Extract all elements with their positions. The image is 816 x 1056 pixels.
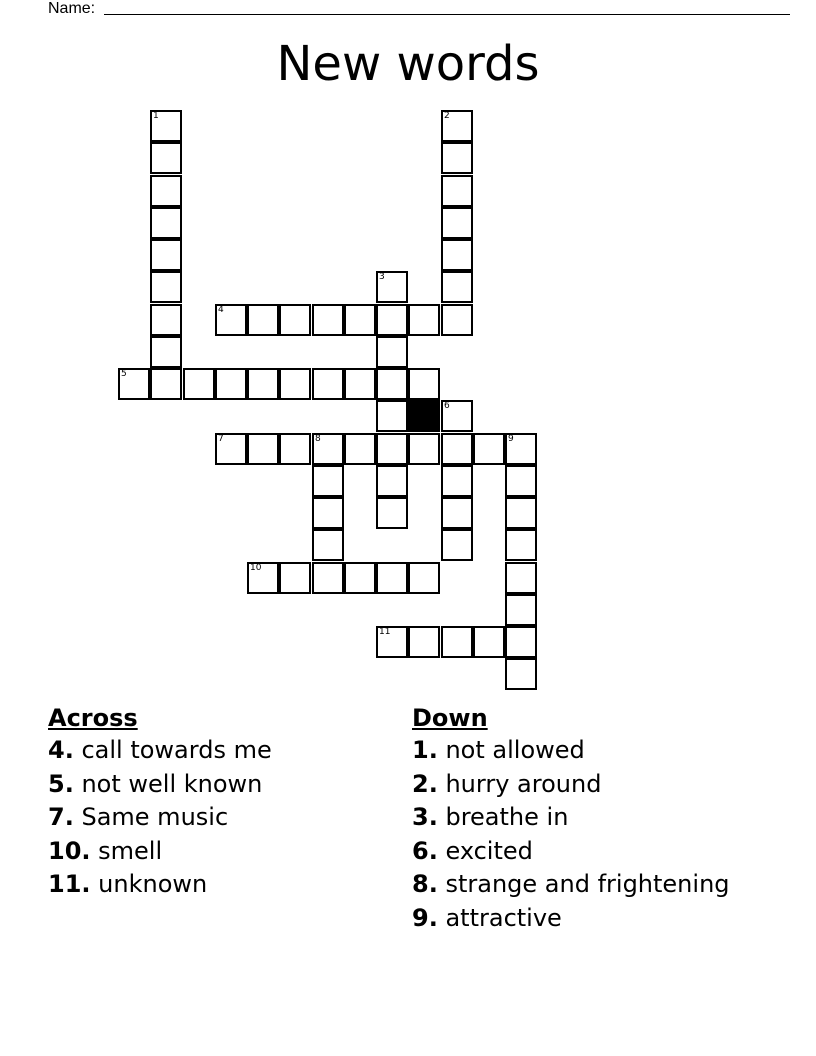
crossword-cell[interactable] (312, 529, 344, 561)
down-clue (412, 768, 792, 802)
across-clue (48, 835, 378, 869)
across-clues (48, 702, 378, 902)
page-title: New words (276, 36, 540, 92)
crossword-cell[interactable] (279, 368, 311, 400)
crossword-cell[interactable] (312, 304, 344, 336)
crossword-cell[interactable] (408, 304, 440, 336)
crossword-cell[interactable] (376, 497, 408, 529)
crossword-cell[interactable] (505, 433, 537, 465)
clue-number: 6. (412, 836, 438, 865)
clue-number: 11. (48, 870, 91, 898)
crossword-cell[interactable] (441, 110, 473, 142)
crossword-cell[interactable] (441, 433, 473, 465)
clue-text: unknown (98, 870, 208, 898)
crossword-cell[interactable] (376, 368, 408, 400)
crossword-cell[interactable] (376, 626, 408, 658)
clue-number: 2. (412, 769, 438, 798)
crossword-cell[interactable] (150, 142, 182, 174)
crossword-cell[interactable] (473, 626, 505, 658)
crossword-cell[interactable] (150, 110, 182, 142)
clue-number-label: 9 (508, 434, 514, 444)
crossword-cell[interactable] (505, 465, 537, 497)
crossword-cell[interactable] (279, 433, 311, 465)
crossword-cell[interactable] (441, 400, 473, 432)
clue-number-label: 8 (315, 434, 321, 444)
across-clue (48, 868, 378, 902)
clue-number-label: 10 (250, 563, 262, 573)
clue-number: 4. (48, 736, 74, 764)
across-clue (48, 801, 378, 835)
crossword-cell[interactable] (505, 497, 537, 529)
clue-text: smell (98, 836, 163, 865)
name-label: Name: (48, 0, 96, 17)
crossword-cell[interactable] (247, 368, 279, 400)
across-clue (48, 734, 378, 768)
crossword-cell[interactable] (441, 626, 473, 658)
clue-number-label: 3 (379, 272, 385, 282)
crossword-cell[interactable] (408, 368, 440, 400)
clue-number-label: 2 (444, 111, 450, 121)
down-clues (412, 702, 792, 935)
clue-number-label: 6 (444, 401, 450, 411)
down-clue (412, 734, 792, 768)
clue-text: Same music (81, 803, 229, 831)
crossword-cell[interactable] (344, 368, 376, 400)
crossword-cell[interactable] (344, 433, 376, 465)
clue-text: not well known (81, 769, 263, 798)
crossword-cell[interactable] (441, 497, 473, 529)
crossword-cell[interactable] (312, 368, 344, 400)
clue-text: hurry around (445, 769, 602, 798)
clue-number: 5. (48, 769, 74, 798)
crossword-cell[interactable] (376, 400, 408, 432)
crossword-cell[interactable] (183, 368, 215, 400)
crossword-cell[interactable] (441, 175, 473, 207)
across-heading: Across (48, 704, 138, 732)
crossword-cell[interactable] (408, 433, 440, 465)
crossword-cell[interactable] (505, 529, 537, 561)
crossword-cell[interactable] (150, 336, 182, 368)
crossword-cell[interactable] (150, 271, 182, 303)
crossword-cell[interactable] (505, 562, 537, 594)
crossword-cell[interactable] (408, 626, 440, 658)
crossword-cell[interactable] (376, 336, 408, 368)
clue-text: excited (445, 836, 533, 865)
crossword-cell[interactable] (279, 562, 311, 594)
across-clue (48, 768, 378, 802)
clue-number-label: 11 (379, 627, 391, 637)
crossword-cell[interactable] (312, 497, 344, 529)
crossword-cell[interactable] (376, 465, 408, 497)
crossword-cell[interactable] (441, 239, 473, 271)
crossword-cell[interactable] (247, 304, 279, 336)
crossword-cell[interactable] (505, 658, 537, 690)
crossword-cell[interactable] (150, 175, 182, 207)
crossword-cell[interactable] (408, 562, 440, 594)
crossword-cell[interactable] (344, 304, 376, 336)
clue-text: attractive (445, 903, 562, 932)
clue-number-label: 7 (218, 434, 224, 444)
crossword-cell[interactable] (376, 271, 408, 303)
crossword-cell[interactable] (312, 562, 344, 594)
clue-number-label: 4 (218, 305, 224, 315)
clue-text: not allowed (445, 736, 585, 764)
down-clue (412, 801, 792, 835)
crossword-cell[interactable] (441, 207, 473, 239)
crossword-cell[interactable] (441, 142, 473, 174)
down-heading: Down (412, 704, 488, 732)
crossword-cell[interactable] (150, 304, 182, 336)
crossword-cell[interactable] (215, 304, 247, 336)
down-clue (412, 835, 792, 869)
crossword-cell[interactable] (473, 433, 505, 465)
crossword-cell[interactable] (150, 368, 182, 400)
clue-number: 10. (48, 836, 91, 865)
down-clue (412, 902, 792, 936)
clue-number-label: 1 (153, 111, 159, 121)
crossword-cell[interactable] (118, 368, 150, 400)
clue-number: 9. (412, 903, 438, 932)
clue-text: call towards me (81, 736, 272, 764)
crossword-cell[interactable] (441, 465, 473, 497)
crossword-cell[interactable] (376, 562, 408, 594)
crossword-cell[interactable] (505, 626, 537, 658)
crossword-cell[interactable] (279, 304, 311, 336)
crossword-cell[interactable] (312, 433, 344, 465)
crossword-cell[interactable] (312, 465, 344, 497)
down-clue (412, 868, 792, 902)
crossword-cell[interactable] (441, 304, 473, 336)
crossword-cell[interactable] (505, 594, 537, 626)
clue-number: 1. (412, 736, 438, 764)
crossword-cell[interactable] (215, 433, 247, 465)
crossword-cell[interactable] (150, 239, 182, 271)
clue-number: 8. (412, 870, 438, 898)
clue-number: 3. (412, 803, 438, 831)
clue-number-label: 5 (121, 369, 127, 379)
crossword-cell[interactable] (441, 529, 473, 561)
crossword-cell[interactable] (441, 271, 473, 303)
crossword-cell[interactable] (247, 562, 279, 594)
crossword-cell[interactable] (247, 433, 279, 465)
crossword-cell[interactable] (150, 207, 182, 239)
crossword-cell[interactable] (376, 304, 408, 336)
crossword-cell[interactable] (376, 433, 408, 465)
crossword-cell[interactable] (215, 368, 247, 400)
crossword-cell[interactable] (344, 562, 376, 594)
clue-text: strange and frightening (445, 870, 730, 898)
clue-text: breathe in (445, 803, 569, 831)
clue-number: 7. (48, 803, 74, 831)
crossword-block (408, 400, 440, 432)
